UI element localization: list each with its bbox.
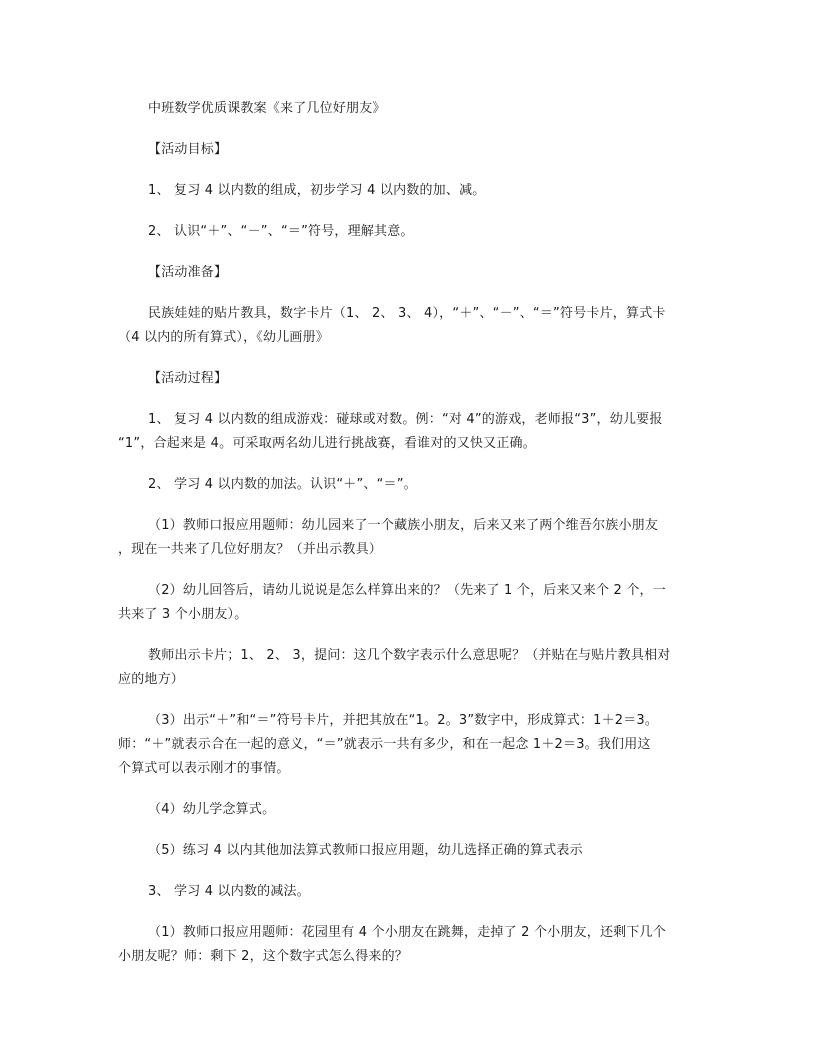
step-1-line-2: ，现在一共来了几位好朋友？（并出示教具）: [118, 542, 383, 557]
heading-activity-preparation: 【活动准备】: [148, 265, 228, 280]
heading-activity-process: 【活动过程】: [148, 371, 228, 386]
preparation-line-1: 民族娃娃的贴片教具，数字卡片（1、 2、 3、 4），“＋”、“－”、“＝”符号卡片，算式卡: [148, 306, 666, 321]
document-title: 中班数学优质课教案《来了几位好朋友》: [148, 101, 386, 116]
step-3-line-2: 师：“＋”就表示合在一起的意义，“＝”就表示一共有多少，和在一起念 1＋2＝3。我们用这: [118, 737, 651, 752]
step-1-line-1: （1）教师口报应用题师：幼儿园来了一个藏族小朋友，后来又来了两个维吾尔族小朋友: [148, 518, 659, 533]
goal-1: 1、 复习 4 以内数的组成，初步学习 4 以内数的加、减。: [148, 183, 486, 198]
process-1-line-1: 1、 复习 4 以内数的组成游戏：碰球或对数。例：“对 4”的游戏，老师报“3”，幼儿要报: [148, 412, 663, 427]
step-4: （4）幼儿学念算式。: [148, 802, 276, 817]
subtraction-step-1-line-1: （1）教师口报应用题师：花园里有 4 个小朋友在跳舞，走掉了 2 个小朋友，还剩下几个: [148, 925, 666, 940]
step-2-line-1: （2）幼儿回答后，请幼儿说说是怎么样算出来的？（先来了 1 个，后来又来个 2 个，一: [148, 583, 666, 598]
teacher-line-2: 应的地方）: [118, 672, 185, 687]
process-2: 2、 学习 4 以内数的加法。认识“＋”、“＝”。: [148, 477, 417, 492]
step-3-line-3: 个算式可以表示刚才的事情。: [118, 761, 290, 776]
teacher-line-1: 教师出示卡片；1、 2、 3，提问：这几个数字表示什么意思呢？（并贴在与贴片教具相对: [148, 648, 671, 663]
goal-2: 2、 认识“＋”、“－”、“＝”符号，理解其意。: [148, 224, 414, 239]
subtraction-step-1-line-2: 小朋友呢？师：剩下 2，这个数字式怎么得来的？: [118, 949, 409, 964]
step-5: （5）练习 4 以内其他加法算式教师口报应用题，幼儿选择正确的算式表示: [148, 843, 583, 858]
heading-activity-goals: 【活动目标】: [148, 142, 228, 157]
process-1-line-2: “1”，合起来是 4。可采取两名幼儿进行挑战赛，看谁对的又快又正确。: [118, 436, 536, 451]
process-3: 3、 学习 4 以内数的减法。: [148, 884, 310, 899]
step-2-line-2: 共来了 3 个小朋友）。: [118, 607, 248, 622]
step-3-line-1: （3）出示“＋”和“＝”符号卡片，并把其放在“1。2。3”数字中，形成算式：1＋2＝3。: [148, 713, 659, 728]
preparation-line-2: （4 以内的所有算式），《幼儿画册》: [118, 330, 330, 345]
